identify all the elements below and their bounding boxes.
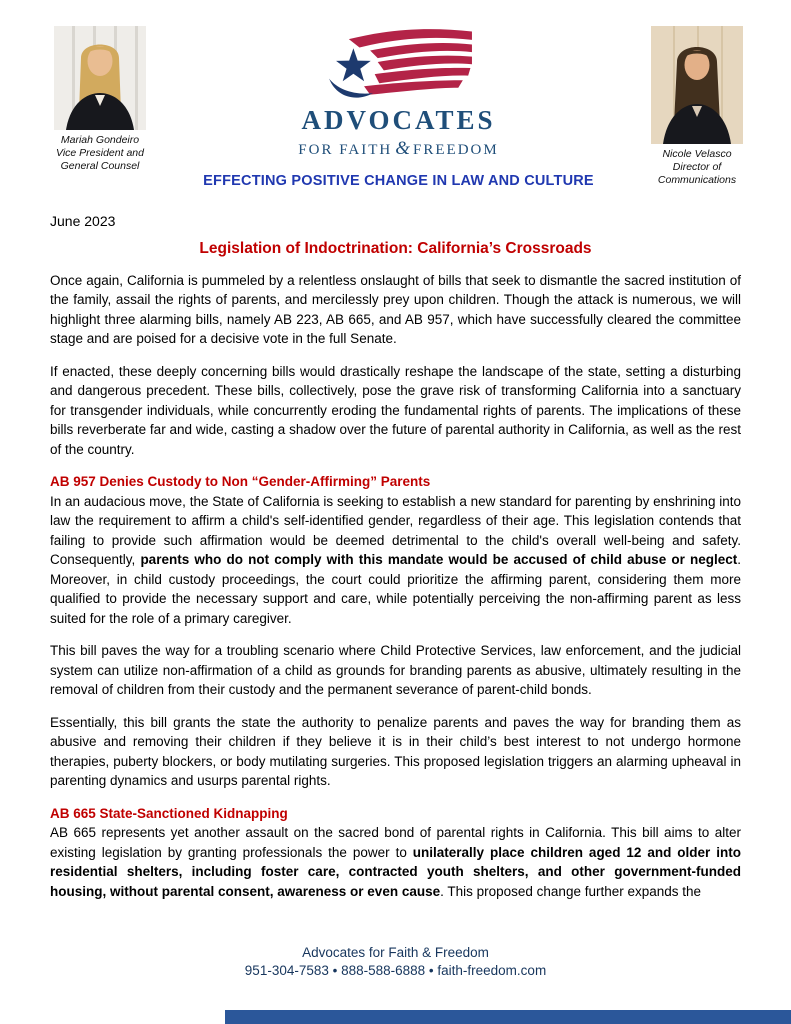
organization-name: ADVOCATES xyxy=(301,105,496,135)
article-date: June 2023 xyxy=(50,212,116,229)
star-icon xyxy=(336,48,371,81)
paragraph-ab665-1 xyxy=(50,823,741,901)
person-silhouette-icon xyxy=(651,26,743,144)
ampersand: & xyxy=(395,137,411,159)
caption-line: Communications xyxy=(657,174,737,187)
caption-line: Vice President and xyxy=(56,147,144,160)
paragraph-ab957-1 xyxy=(50,492,741,629)
section-heading-ab665: AB 665 State-Sanctioned Kidnapping xyxy=(50,805,288,821)
left-portrait-caption xyxy=(50,134,150,173)
portrait-nicole-velasco xyxy=(651,26,743,144)
footer-contact-line: 951-304-7583 • 888-588-6888 • faith-freedom.com xyxy=(244,963,547,978)
footer-organization: Advocates for Faith & Freedom xyxy=(302,945,489,960)
paragraph-ab957-2: This bill paves the way for a troubling scenario where Child Protective Services, law enforcement, and the judicial system can utilize non-affirmation of a child as grounds for branding parents as abusive, ultimately resulting in the removal of children from their custody and the permanent severance of parent-child bonds. xyxy=(50,643,741,698)
masthead xyxy=(0,0,791,189)
text-segment-bold: parents who do not comply with this mandate would be accused of child abuse or neglect xyxy=(140,552,738,568)
caption-line: Mariah Gondeiro xyxy=(60,134,140,146)
flag-logo xyxy=(323,26,475,104)
right-portrait-block xyxy=(647,26,747,187)
caption-line: General Counsel xyxy=(60,160,140,173)
organization-tagline: EFFECTING POSITIVE CHANGE IN LAW AND CULTURE xyxy=(203,172,594,189)
bottom-accent-bar xyxy=(225,1010,791,1024)
article xyxy=(0,189,791,915)
paragraph-intro: Once again, California is pummeled by a relentless onslaught of bills that seek to dismantle the sacred institution of the family, assail the rights of parents, and mercilessly prey upon children. Though the attack is numerous, we will highlight three alarming bills, namely AB 223, AB 665, and AB 957, which have successfully cleared the committee stage and are poised for a decisive vote in the full Senate. xyxy=(50,272,741,347)
text-segment: In an audacious move, the State of California is seeking to establish a new standard for parenting by enshrining into law the requirement to affirm a child's self-identified gender, regardless of their age. This legislation contends that failing to provide such affirmation would be deemed detrimental to the child's overall well-being and safety. Consequently, xyxy=(50,493,741,568)
organization-logo-block xyxy=(150,26,647,189)
org-subtitle-pre: FOR FAITH xyxy=(298,141,393,158)
right-portrait-caption xyxy=(647,148,747,187)
person-silhouette-icon xyxy=(54,26,146,130)
section-heading-ab957: AB 957 Denies Custody to Non “Gender-Affirming” Parents xyxy=(50,474,431,490)
portrait-mariah-gondeiro xyxy=(54,26,146,130)
page-footer xyxy=(0,941,791,978)
article-body xyxy=(50,271,741,902)
text-segment-bold: unilaterally place children aged 12 and older into residential shelters, including foster care, contracted youth shelters, and other government-funded housing, without parental consent, awareness or even cause xyxy=(50,844,741,899)
article-title: Legislation of Indoctrination: California’s Crossroads xyxy=(199,239,592,257)
paragraph-ab957-3: Essentially, this bill grants the state the authority to penalize parents and paves the way for branding them as abusive and removing their children if they believe it is in their child’s best interest to not undergo hormone therapies, puberty blockers, or body mutilating surgeries. This proposed legislation triggers an alarming upheaval in parenting dynamics and usurps parental rights. xyxy=(50,714,741,789)
paragraph-impact: If enacted, these deeply concerning bills would drastically reshape the landscape of the state, setting a disturbing and dangerous precedent. These bills, collectively, pose the grave risk of transforming California into a sanctuary for transgender individuals, while concurrently eroding the fundamental rights of parents. The implications of these bills reverberate far and wide, casting a shadow over the future of parental authority in California, as well as the rest of the country. xyxy=(50,363,741,457)
text-segment: . This proposed change further expands the xyxy=(440,883,702,899)
organization-subtitle xyxy=(150,138,647,160)
org-subtitle-post: FREEDOM xyxy=(413,141,499,158)
text-segment: AB 665 represents yet another assault on the sacred bond of parental rights in California. This bill aims to alter existing legislation by granting professionals the power to xyxy=(50,825,741,860)
caption-line: Director of xyxy=(672,161,722,174)
left-portrait-block xyxy=(50,26,150,173)
caption-line: Nicole Velasco xyxy=(662,148,732,160)
text-segment: . Moreover, in child custody proceedings, the court could prioritize the affirming parent, considering them more qualified to provide the necessary support and care, while potentially perceiving the non-affirming parent as less suited for the role of a primary caregiver. xyxy=(50,552,741,626)
